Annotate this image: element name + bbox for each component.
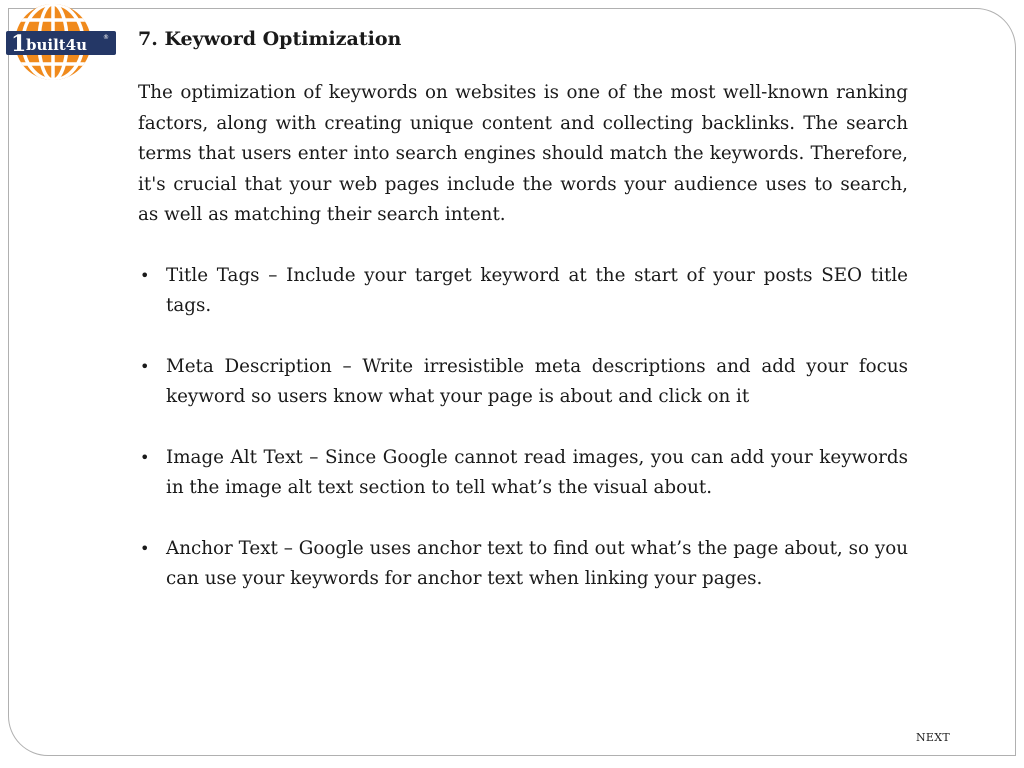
bullet-dot-icon: • xyxy=(140,447,150,467)
bullet-meta-description: • Meta Description – Write irresistible meta descriptions and add your focus keyword so users know what your page is about and click on it xyxy=(138,352,908,413)
company-logo xyxy=(2,0,120,86)
bullet-anchor-text: • Anchor Text – Google uses anchor text to find out what’s the page about, so you can use your keywords for anchor text when linking your pages. xyxy=(138,534,908,595)
slide-content xyxy=(138,22,908,625)
slide-title: 7. Keyword Optimization xyxy=(138,28,402,50)
intro-paragraph: The optimization of keywords on websites is one of the most well-known ranking factors, along with creating unique content and collecting backlinks. The search terms that users enter into search engines should match the keywords. Therefore, it's crucial that your web pages include the words your audience uses to search, as well as matching their search intent. xyxy=(138,82,908,225)
svg-text:®: ® xyxy=(103,34,109,41)
bullet-dot-icon: • xyxy=(140,356,150,376)
bullet-dot-icon: • xyxy=(140,265,150,285)
bullet-title-tags: • Title Tags – Include your target keyword at the start of your posts SEO title tags. xyxy=(138,261,908,322)
bullet-list xyxy=(138,261,908,595)
next-link[interactable]: NEXT xyxy=(915,731,950,744)
logo-wordmark: built4u xyxy=(26,36,88,54)
logo-numeral: 1 xyxy=(11,31,27,57)
bullet-dot-icon: • xyxy=(140,538,150,558)
bullet-image-alt-text: • Image Alt Text – Since Google cannot read images, you can add your keywords in the image alt text section to tell what’s the visual about. xyxy=(138,443,908,504)
